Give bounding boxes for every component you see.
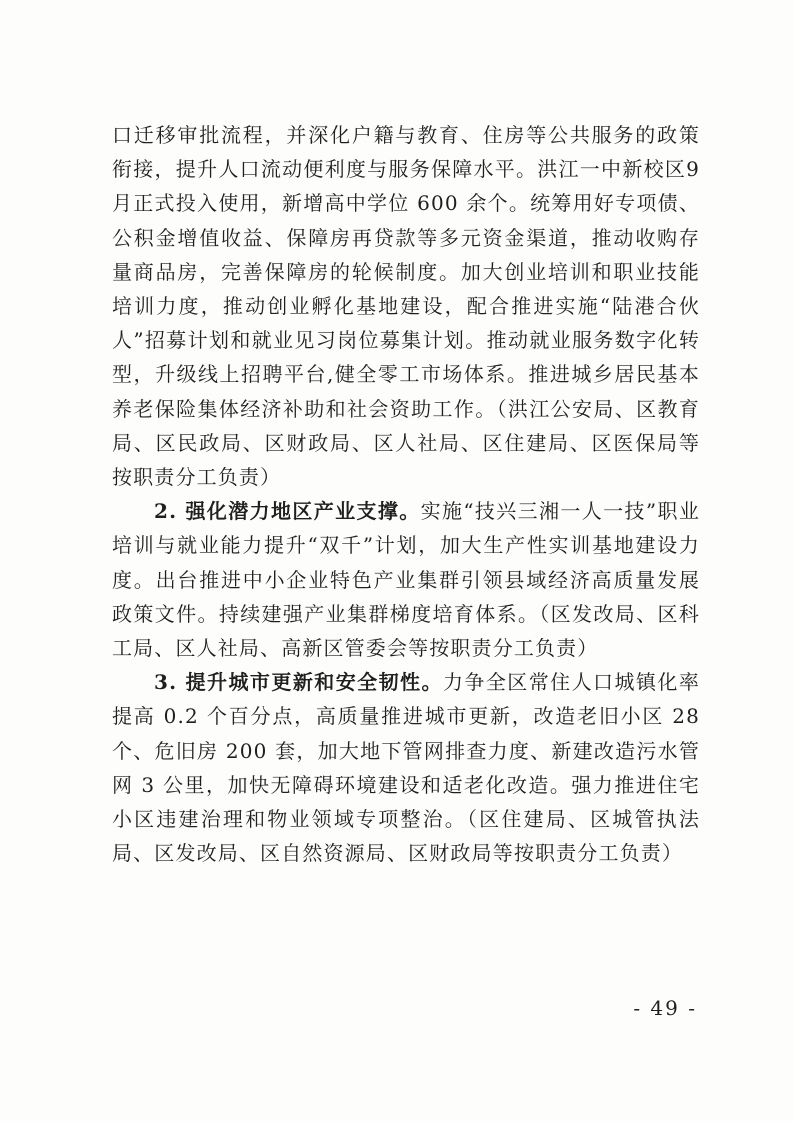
paragraph-text: 实施“技兴三湘一人一技”职业培训与就业能力提升“双千”计划，加大生产性实训基地建设力度。出台推进中小企业特色产业集群引领县域经济高质量发展政策文件。持续建强产业集群梯度培育体系。（区发改局、区科工局、区人社局、高新区管委会等按职责分工负责） — [112, 499, 700, 661]
section-heading: 3. 提升城市更新和安全韧性。 — [154, 670, 443, 695]
paragraph-text: 口迁移审批流程，并深化户籍与教育、住房等公共服务的政策衔接，提升人口流动便利度与服务保障水平。洪江一中新校区9月正式投入使用，新增高中学位 600 余个。统筹用好专项债、公积金增值收益、保障房再贷款等多元资金渠道，推动收购存量商品房，完善保障房的轮候制度。加大创业培训和职业技能培训力度，推动创业孵化基地建设，配合推进实施“陆港合伙人”招募计划和就业见习岗位募集计划。推动就业服务数字化转型，升级线上招聘平台,健全零工市场体系。推进城乡居民基本养老保险集体经济补助和社会资助工作。（洪江公安局、区教育局、区民政局、区财政局、区人社局、区住建局、区医保局等按职责分工负责） — [112, 123, 700, 490]
section-heading: 2. 强化潜力地区产业支撑。 — [154, 499, 421, 524]
paragraph-continued — [112, 118, 700, 494]
page-number: - 49 - — [633, 996, 697, 1020]
paragraph-urban-renewal — [112, 665, 700, 870]
paragraph-industry-support — [112, 494, 700, 665]
paragraph-text: 力争全区常住人口城镇化率提高 0.2 个百分点，高质量推进城市更新，改造老旧小区 28 个、危旧房 200 套，加大地下管网排查力度、新建改造污水管网 3 公里，加快无障碍环境建设和适老化改造。强力推进住宅小区违建治理和物业领域专项整治。（区住建局、区城管执法局、区发改局、区自然资源局、区财政局等按职责分工负责） — [112, 670, 700, 866]
document-body — [112, 118, 700, 870]
